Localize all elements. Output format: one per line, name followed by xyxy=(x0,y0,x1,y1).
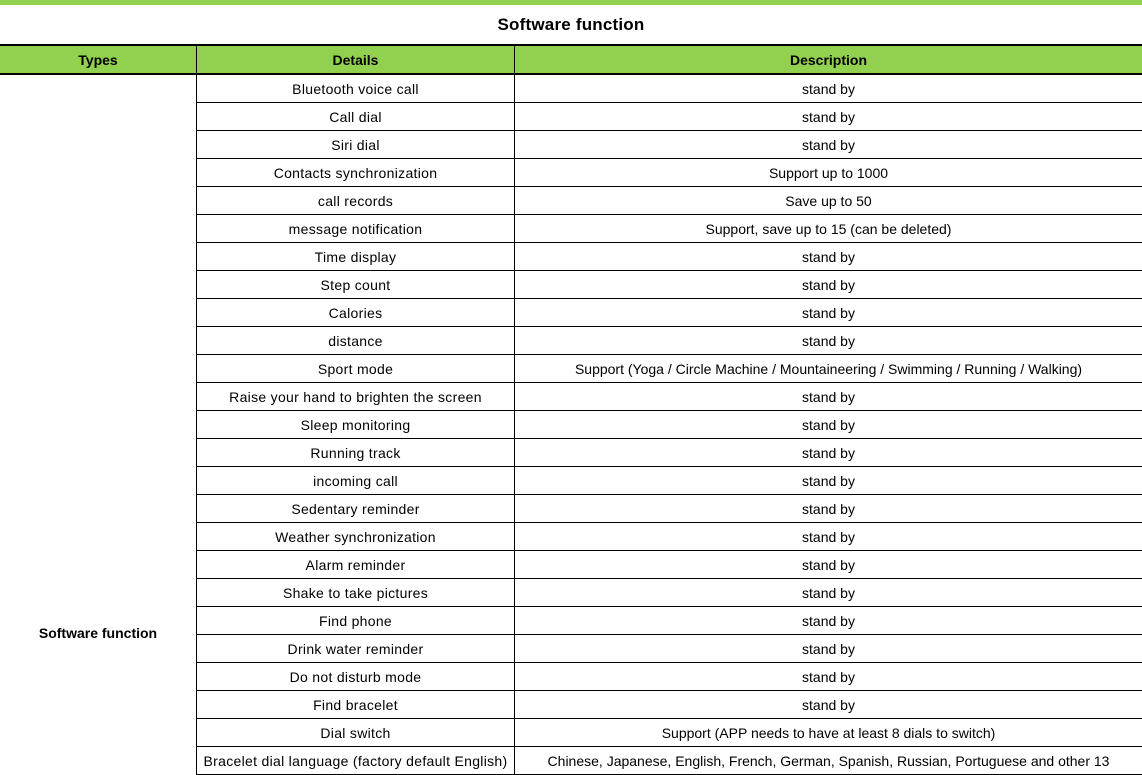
description-text: Support, save up to 15 (can be deleted) xyxy=(705,220,952,237)
description-cell xyxy=(515,271,1142,298)
details-cell xyxy=(197,383,515,410)
description-text: stand by xyxy=(802,248,855,265)
table-row xyxy=(197,243,1142,271)
details-cell xyxy=(197,523,515,550)
details-cell xyxy=(197,75,515,102)
title-area xyxy=(0,5,1142,44)
description-cell xyxy=(515,103,1142,130)
details-cell xyxy=(197,719,515,746)
details-cell xyxy=(197,411,515,438)
description-cell xyxy=(515,551,1142,578)
details-text: Call dial xyxy=(329,108,382,125)
description-cell xyxy=(515,467,1142,494)
description-cell xyxy=(515,523,1142,550)
details-text: Drink water reminder xyxy=(287,640,424,657)
table-row xyxy=(197,131,1142,159)
details-text: Shake to take pictures xyxy=(282,584,429,601)
table-row xyxy=(197,103,1142,131)
description-text: stand by xyxy=(802,136,855,153)
details-text: Do not disturb mode xyxy=(289,668,422,685)
table-header-row xyxy=(0,46,1142,75)
rows-container xyxy=(197,75,1142,775)
table-row xyxy=(197,551,1142,579)
description-text: stand by xyxy=(802,668,855,685)
software-function-table xyxy=(0,44,1142,775)
description-cell xyxy=(515,719,1142,746)
table-row xyxy=(197,75,1142,103)
description-text: stand by xyxy=(802,528,855,545)
description-cell xyxy=(515,495,1142,522)
description-text: stand by xyxy=(802,584,855,601)
description-cell xyxy=(515,187,1142,214)
table-row xyxy=(197,747,1142,775)
details-cell xyxy=(197,271,515,298)
table-body xyxy=(0,75,1142,775)
details-cell xyxy=(197,551,515,578)
description-cell xyxy=(515,131,1142,158)
table-row xyxy=(197,299,1142,327)
description-text: stand by xyxy=(802,444,855,461)
types-merged-cell xyxy=(0,75,197,775)
description-cell xyxy=(515,355,1142,382)
description-text: stand by xyxy=(802,556,855,573)
details-cell xyxy=(197,579,515,606)
table-row xyxy=(197,467,1142,495)
description-cell xyxy=(515,411,1142,438)
description-text: stand by xyxy=(802,612,855,629)
header-cell-types: Types xyxy=(0,46,197,73)
description-cell xyxy=(515,243,1142,270)
description-text: Chinese, Japanese, English, French, German, Spanish, Russian, Portuguese and other 13 xyxy=(547,752,1110,769)
types-group-label: Software function xyxy=(38,625,158,641)
details-cell xyxy=(197,159,515,186)
details-text: Raise your hand to brighten the screen xyxy=(229,388,482,405)
details-text: Calories xyxy=(328,304,383,321)
table-row xyxy=(197,327,1142,355)
details-text: Bracelet dial language (factory default English) xyxy=(203,752,508,769)
details-cell xyxy=(197,187,515,214)
table-row xyxy=(197,523,1142,551)
details-cell xyxy=(197,131,515,158)
details-text: Weather synchronization xyxy=(275,528,436,545)
details-text: Find phone xyxy=(318,612,393,629)
details-text: Contacts synchronization xyxy=(273,164,438,181)
table-row xyxy=(197,215,1142,243)
details-cell xyxy=(197,635,515,662)
details-text: Find bracelet xyxy=(313,696,398,713)
header-cell-description: Description xyxy=(789,51,867,68)
description-text: stand by xyxy=(802,640,855,657)
details-cell xyxy=(197,215,515,242)
description-cell xyxy=(515,439,1142,466)
description-text: stand by xyxy=(802,472,855,489)
details-text: Alarm reminder xyxy=(305,556,406,573)
details-text: message notification xyxy=(288,220,423,237)
details-text: Siri dial xyxy=(331,136,380,153)
table-row xyxy=(197,635,1142,663)
table-row xyxy=(197,607,1142,635)
description-text: Support (Yoga / Circle Machine / Mountaineering / Swimming / Running / Walking) xyxy=(574,360,1083,377)
details-cell xyxy=(197,327,515,354)
description-text: stand by xyxy=(802,332,855,349)
details-cell xyxy=(197,467,515,494)
description-cell xyxy=(515,159,1142,186)
details-cell xyxy=(197,103,515,130)
description-cell xyxy=(515,691,1142,718)
header-cell-details: Details xyxy=(197,46,515,73)
description-text: stand by xyxy=(802,500,855,517)
details-text: Step count xyxy=(320,276,391,293)
table-row xyxy=(197,271,1142,299)
table-row xyxy=(197,495,1142,523)
description-text: stand by xyxy=(802,80,855,97)
details-cell xyxy=(197,495,515,522)
description-text: stand by xyxy=(802,276,855,293)
description-cell xyxy=(515,663,1142,690)
table-row xyxy=(197,383,1142,411)
description-text: Support up to 1000 xyxy=(768,164,889,181)
table-row xyxy=(197,719,1142,747)
details-text: Running track xyxy=(310,444,401,461)
description-cell xyxy=(515,579,1142,606)
table-row xyxy=(197,691,1142,719)
table-row xyxy=(197,159,1142,187)
page-title: Software function xyxy=(497,14,645,34)
details-text: Time display xyxy=(314,248,397,265)
description-cell xyxy=(515,75,1142,102)
description-cell xyxy=(515,607,1142,634)
details-text: Dial switch xyxy=(320,724,391,741)
description-cell xyxy=(515,383,1142,410)
table-row xyxy=(197,663,1142,691)
description-text: stand by xyxy=(802,388,855,405)
table-row xyxy=(197,579,1142,607)
details-cell xyxy=(197,607,515,634)
description-cell xyxy=(515,299,1142,326)
table-row xyxy=(197,355,1142,383)
details-text: Sleep monitoring xyxy=(300,416,411,433)
description-text: stand by xyxy=(802,696,855,713)
details-text: call records xyxy=(317,192,394,209)
table-row xyxy=(197,439,1142,467)
details-cell xyxy=(197,355,515,382)
description-text: stand by xyxy=(802,304,855,321)
description-text: Save up to 50 xyxy=(785,192,872,209)
details-text: Bluetooth voice call xyxy=(292,80,419,97)
details-cell xyxy=(197,243,515,270)
details-text: distance xyxy=(328,332,383,349)
description-cell xyxy=(515,635,1142,662)
description-text: stand by xyxy=(802,108,855,125)
table-row xyxy=(197,411,1142,439)
description-text: Support (APP needs to have at least 8 dials to switch) xyxy=(661,724,996,741)
details-text: Sedentary reminder xyxy=(291,500,420,517)
details-text: incoming call xyxy=(313,472,398,489)
details-cell xyxy=(197,299,515,326)
description-cell xyxy=(515,327,1142,354)
description-text: stand by xyxy=(802,416,855,433)
details-text: Sport mode xyxy=(317,360,394,377)
details-cell xyxy=(197,439,515,466)
table-row xyxy=(197,187,1142,215)
description-cell xyxy=(515,215,1142,242)
details-cell xyxy=(197,691,515,718)
details-cell xyxy=(197,663,515,690)
